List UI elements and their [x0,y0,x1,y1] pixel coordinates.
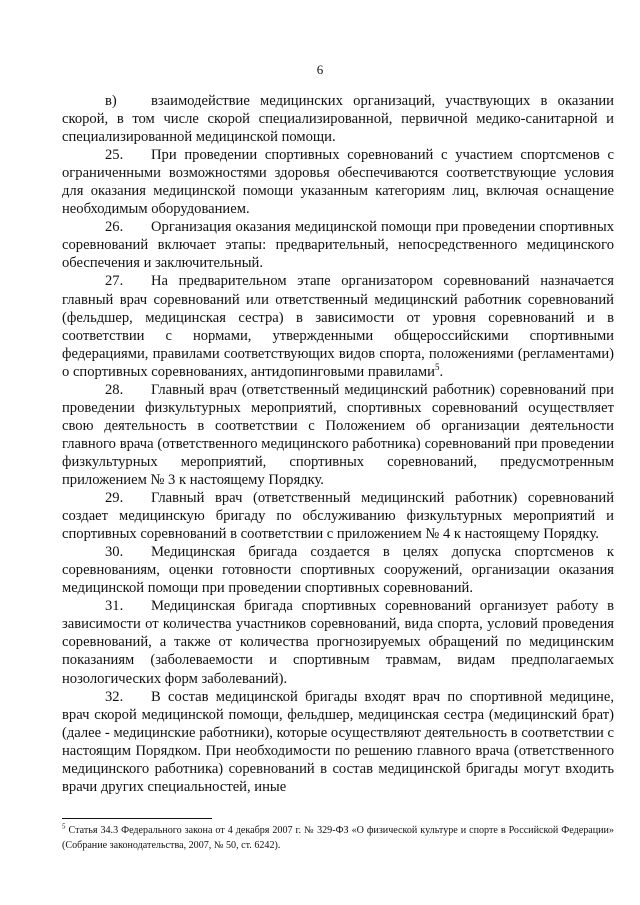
page-number: 6 [316,62,324,77]
paragraph-v [62,92,614,146]
paragraph-text: Главный врач (ответственный медицинский работник) соревнований при проведении физкультурных мероприятий, спортивных соревнований осуществляет свою деятельность в соответствии с Положением об организации деятельности главного врача (ответственного медицинского работника) соревнований при проведении физкультурных мероприятий, спортивных соревнований, предусмотренным приложением № 3 к настоящему Порядку. [62,381,614,488]
footnote-text: Статья 34.3 Федерального закона от 4 декабря 2007 г. № 329-ФЗ «О физической культуре и спорте в Российской Федерации» (Собрание законодательства, 2007, № 50, ст. 6242). [62,825,614,851]
paragraph-number: 32. [105,688,124,705]
paragraph-end-punctuation: . [439,363,444,380]
paragraph-text: Главный врач (ответственный медицинский работник) соревнований создает медицинскую бригаду по обслуживанию физкультурных мероприятий и спортивных соревнований в соответствии с приложением № 4 к настоящему Порядку. [62,490,614,543]
paragraph-text: На предварительном этапе организатором соревнований назначается главный врач соревнований или ответственный медицинский работник соревнований (фельдшер, медицинская сестра) в зависимости от уровня соревнований и в соответствии с нормами, утвержденными общероссийскими спортивными федерациями, правилами соответствующих видов спорта, положениями (регламентами) о спортивных соревнованиях, антидопинговыми правилами [62,273,614,380]
paragraph-number: в) [105,93,117,109]
footnote-reference: 5 [434,361,440,372]
paragraph-number: 26. [105,219,124,236]
paragraph-text: Организация оказания медицинской помощи при проведении спортивных соревнований включает этапы: предварительный, непосредственного медицинского обеспечения и заключительный. [62,219,614,272]
document-body [62,92,614,796]
paragraph-number: 30. [105,544,124,561]
paragraph-31 [62,597,614,687]
footnote [62,823,614,853]
paragraph-30 [62,543,614,597]
paragraph-28 [62,381,614,489]
paragraph-number: 27. [105,273,124,290]
paragraph-text: взаимодействие медицинских организаций, участвующих в оказании скорой, в том числе скорой специализированной, первичной медико-санитарной и специализированной медицинской помощи. [62,93,614,146]
paragraph-number: 31. [105,598,124,615]
paragraph-25 [62,146,614,218]
footnote-divider [62,818,212,819]
paragraph-text: В состав медицинской бригады входят врач по спортивной медицине, врач скорой медицинской помощи, фельдшер, медицинская сестра (медицинский брат) (далее - медицинские работники), которые осуществляют деятельность в соответствии с настоящим Порядком. При необходимости по решению главного врача (ответственного медицинского работника) соревнований в состав медицинской бригады могут входить врачи других специальностей, иные [62,688,614,795]
paragraph-number: 25. [105,147,124,164]
paragraph-text: При проведении спортивных соревнований с участием спортсменов с ограниченными возможностями здоровья обеспечиваются соответствующие условия для оказания медицинской помощи указанным категориям лиц, включая оснащение необходимым оборудованием. [62,147,614,218]
footnote-mark: 5 [62,822,66,831]
paragraph-32 [62,688,614,796]
paragraph-27 [62,272,614,380]
paragraph-26 [62,218,614,272]
paragraph-number: 29. [105,490,124,507]
paragraph-text: Медицинская бригада создается в целях допуска спортсменов к соревнованиям, оценки готовности спортивных сооружений, организации оказания медицинской помощи при проведении спортивных соревнований. [62,544,614,597]
paragraph-29 [62,489,614,543]
paragraph-number: 28. [105,381,124,398]
paragraph-text: Медицинская бригада спортивных соревнований организует работу в зависимости от количества участников соревнований, вида спорта, условий проведения соревнований, а также от количества прогнозируемых обращений по медицинским показаниям (заболеваемости и спортивным травмам, видам предполагаемых нозологических форм заболеваний). [62,598,614,687]
